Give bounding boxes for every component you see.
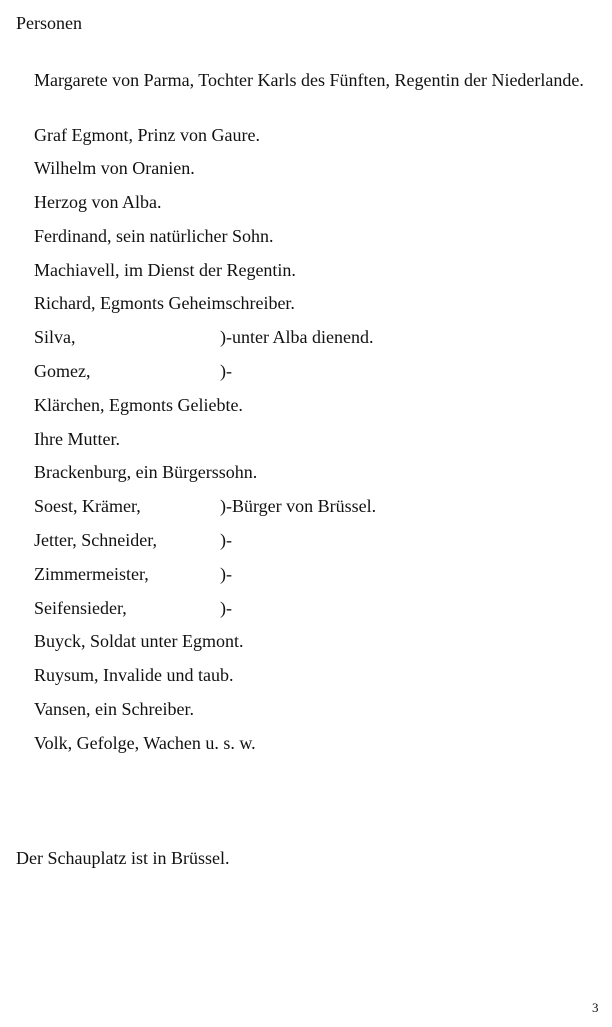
cast-entry bbox=[34, 225, 602, 259]
page-heading: Personen bbox=[16, 13, 82, 33]
cast-entry bbox=[34, 698, 602, 732]
cast-entry bbox=[34, 360, 602, 394]
cast-name: Machiavell, im Dienst der Regentin. bbox=[34, 259, 296, 280]
cast-entry bbox=[34, 428, 602, 462]
cast-name: Zimmermeister, bbox=[34, 563, 149, 584]
cast-name: Buyck, Soldat unter Egmont. bbox=[34, 631, 244, 652]
cast-name: Graf Egmont, Prinz von Gaure. bbox=[34, 124, 260, 145]
setting-line: Der Schauplatz ist in Brüssel. bbox=[16, 848, 230, 868]
cast-name: Brackenburg, ein Bürgerssohn. bbox=[34, 462, 258, 483]
cast-name: Richard, Egmonts Geheimschreiber. bbox=[34, 293, 295, 314]
cast-entry bbox=[34, 732, 602, 766]
cast-entry bbox=[34, 259, 602, 293]
cast-entry bbox=[34, 630, 602, 664]
cast-entry bbox=[34, 461, 602, 495]
cast-entry bbox=[34, 157, 602, 191]
cast-name: Jetter, Schneider, bbox=[34, 530, 158, 551]
cast-list bbox=[34, 69, 602, 766]
cast-name: Ruysum, Invalide und taub. bbox=[34, 665, 234, 686]
cast-name: Volk, Gefolge, Wachen u. s. w. bbox=[34, 732, 256, 753]
group-note: )-Bürger von Brüssel. bbox=[220, 496, 377, 517]
group-note: )-unter Alba dienend. bbox=[220, 327, 374, 348]
cast-name: Seifensieder, bbox=[34, 597, 127, 618]
cast-name: Silva, bbox=[34, 327, 76, 348]
page-number: 3 bbox=[592, 1000, 599, 1015]
group-note: )- bbox=[220, 597, 232, 618]
group-note: )- bbox=[220, 361, 232, 382]
cast-entry bbox=[34, 495, 602, 529]
cast-entry bbox=[34, 191, 602, 225]
cast-name: Klärchen, Egmonts Geliebte. bbox=[34, 394, 243, 415]
group-note: )- bbox=[220, 563, 232, 584]
cast-entry bbox=[34, 563, 602, 597]
cast-name: Ferdinand, sein natürlicher Sohn. bbox=[34, 225, 274, 246]
cast-name: Margarete von Parma, Tochter Karls des Fünften, Regentin der Niederlande. bbox=[34, 70, 584, 90]
cast-entry bbox=[34, 124, 602, 158]
cast-name: Gomez, bbox=[34, 361, 91, 382]
cast-name: Herzog von Alba. bbox=[34, 192, 162, 213]
cast-name: Soest, Krämer, bbox=[34, 496, 141, 517]
cast-entry bbox=[34, 394, 602, 428]
cast-entry bbox=[34, 597, 602, 631]
cast-name: Wilhelm von Oranien. bbox=[34, 158, 195, 179]
cast-entry bbox=[34, 664, 602, 698]
cast-entry bbox=[34, 326, 602, 360]
cast-name: Vansen, ein Schreiber. bbox=[34, 699, 194, 720]
cast-name: Ihre Mutter. bbox=[34, 428, 120, 449]
group-note: )- bbox=[220, 530, 232, 551]
cast-entry bbox=[34, 292, 602, 326]
cast-entry bbox=[34, 529, 602, 563]
cast-entry bbox=[34, 69, 602, 124]
